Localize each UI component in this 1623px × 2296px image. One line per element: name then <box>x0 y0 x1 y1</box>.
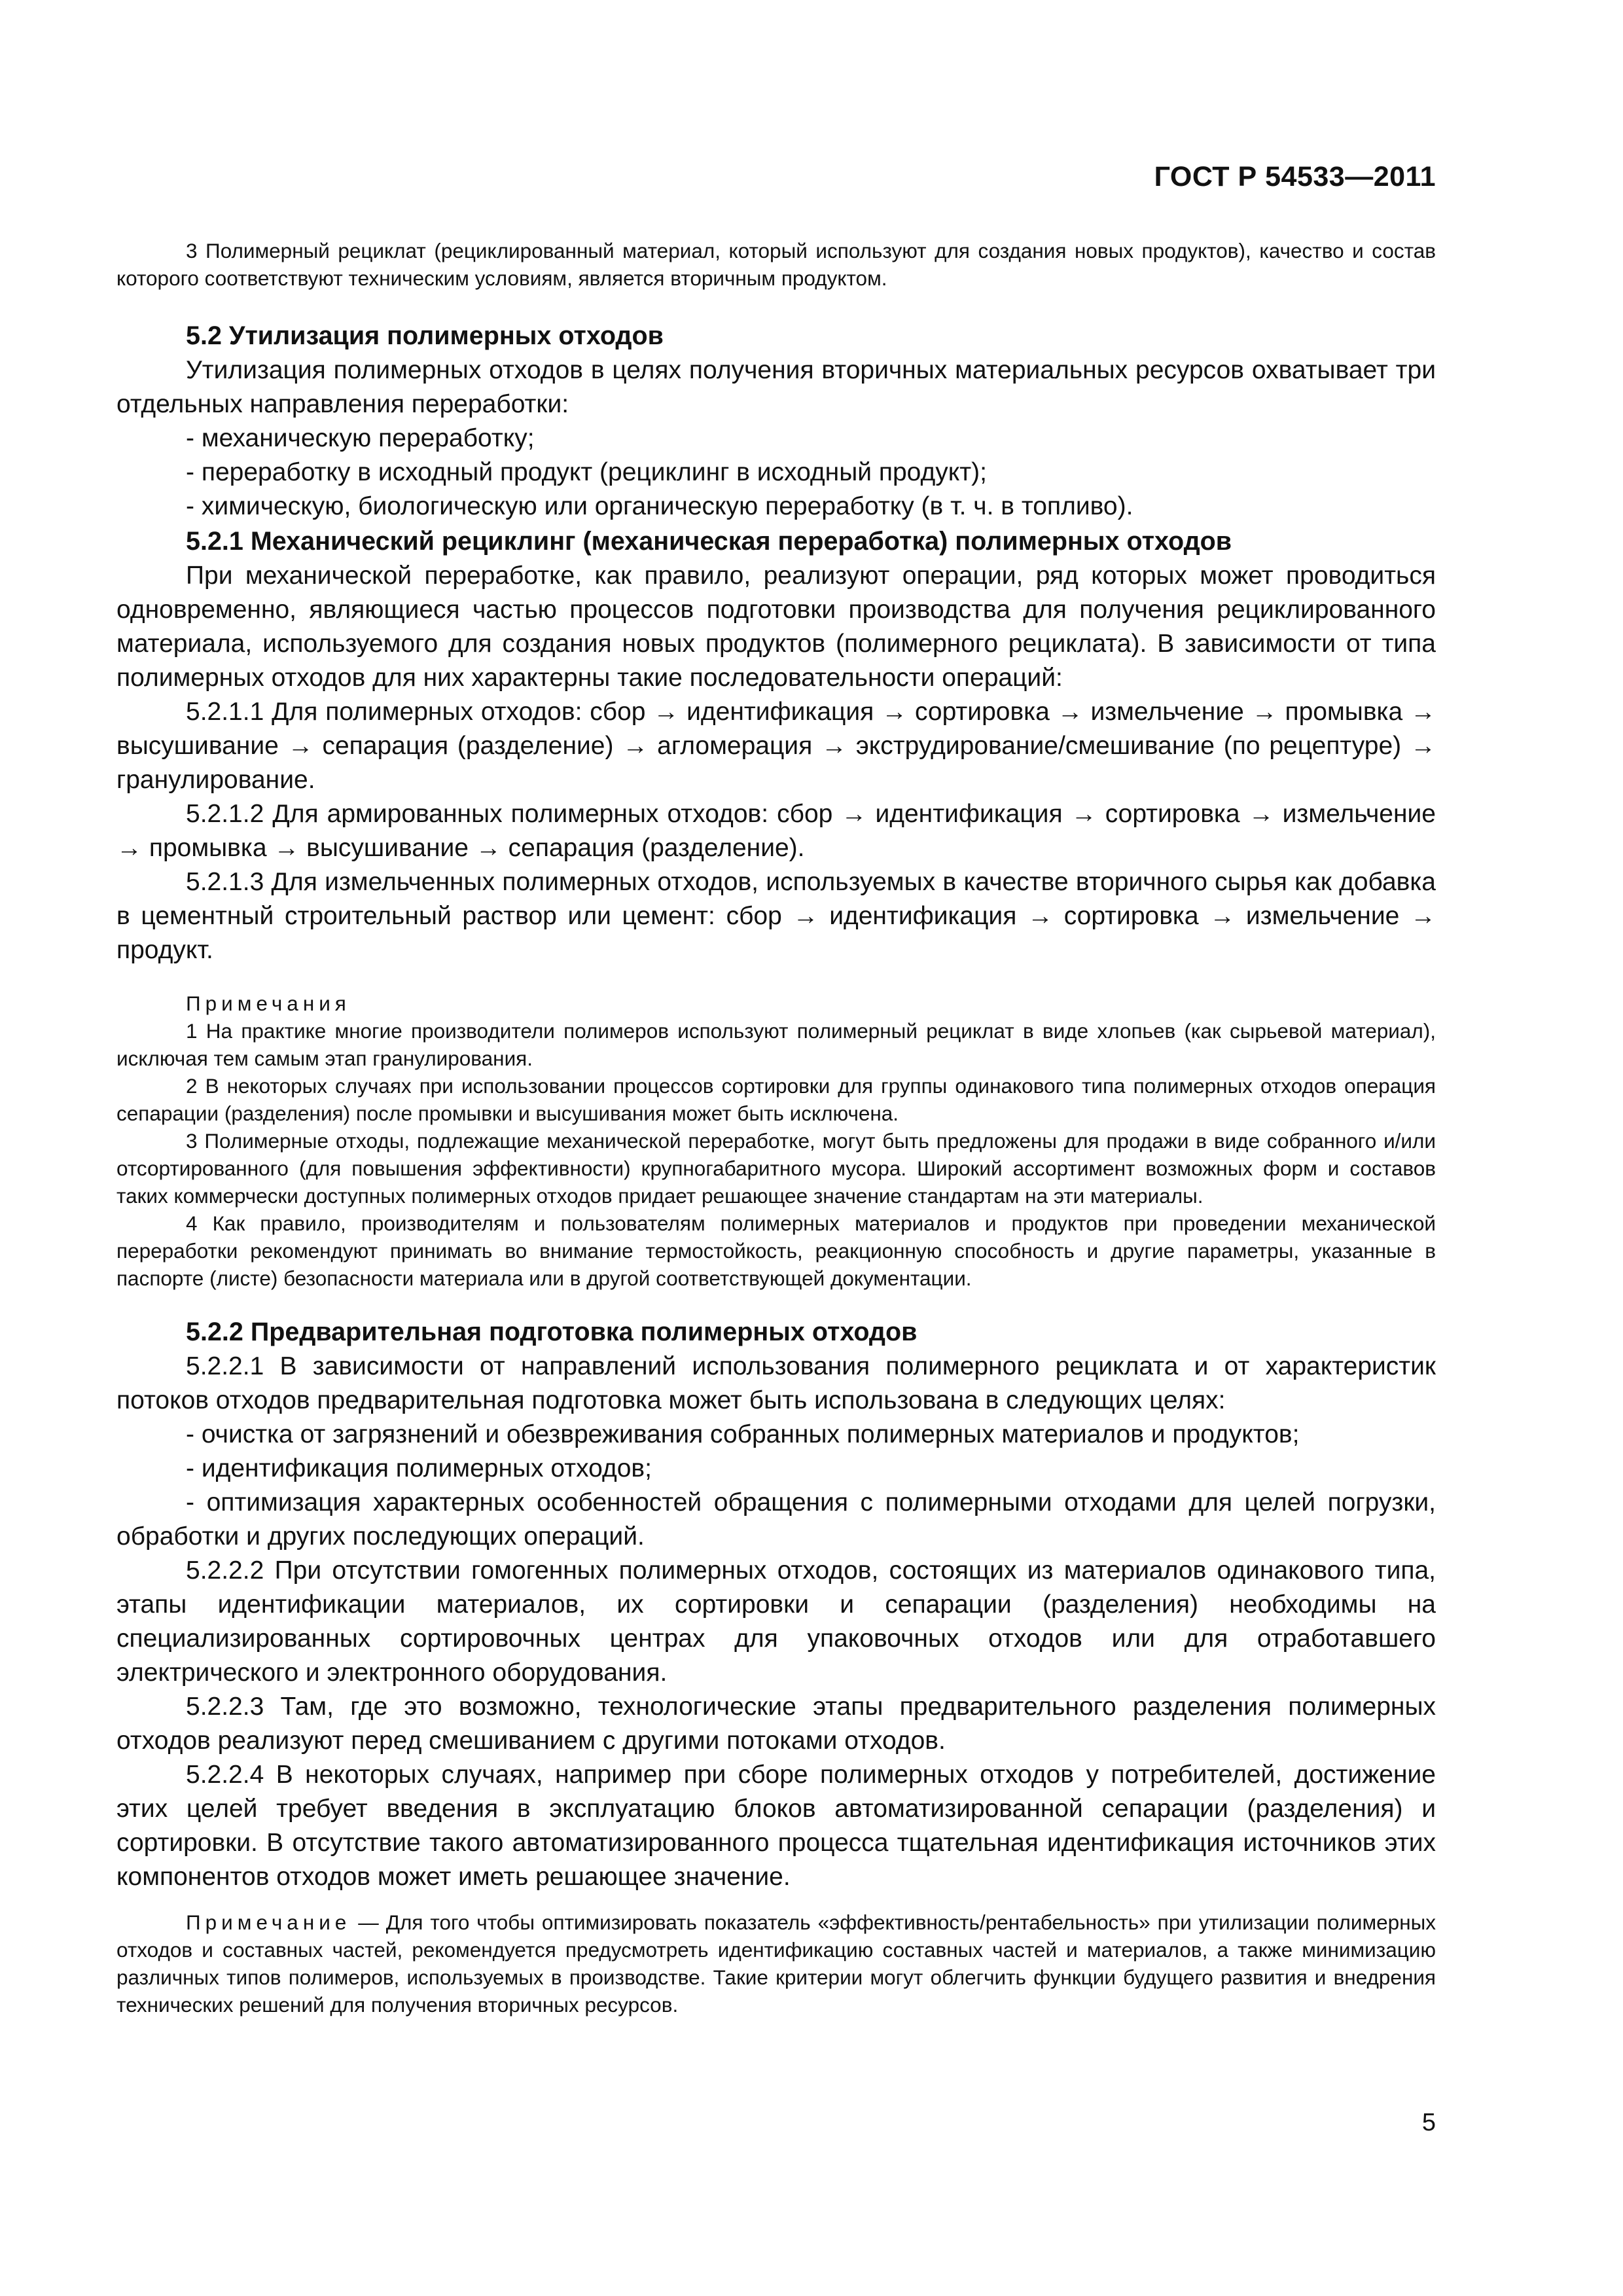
paragraph-5-2-2-4: 5.2.2.4 В некоторых случаях, например при сборе полимерных отходов у потребителей, достижение этих целей требует введения в эксплуатацию блоков автоматизированной сепарации (разделения) и сортировки. В отсутствие такого автоматизированного процесса тщательная идентификация источников этих компонентов отходов может иметь решающее значение. <box>116 1761 1436 1891</box>
list-item: - химическую, биологическую или органическую переработку (в т. ч. в топливо). <box>186 492 1133 520</box>
note-item: 3 Полимерные отходы, подлежащие механической переработке, могут быть предложены для продажи в виде собранного и/или отсортированного (для повышения эффективности) крупногабаритного мусора. Широкий ассортимент возможных форм и составов таких коммерчески доступных полимерных отходов придает решающее значение стандартам на эти материалы. <box>116 1129 1436 1208</box>
list-item: - очистка от загрязнений и обезвреживания собранных полимерных материалов и продуктов; <box>186 1420 1300 1448</box>
list-item: - механическую переработку; <box>186 424 535 452</box>
note-item: 1 На практике многие производители полимеров используют полимерный рециклат в виде хлопьев (как сырьевой материал), исключая тем самым этап гранулирования. <box>116 1019 1436 1070</box>
paragraph-5-2-2-2: 5.2.2.2 При отсутствии гомогенных полимерных отходов, состоящих из материалов одинакового типа, этапы идентификации материалов, их сортировки и сепарации (разделения) необходимы на специализированных сортировочных центрах для упаковочных отходов или для отработавшего электрического и электронного оборудования. <box>116 1556 1436 1687</box>
list-item: - оптимизация характерных особенностей обращения с полимерными отходами для целей погрузки, обработки и других последующих операций. <box>116 1488 1436 1551</box>
paragraph-5-2-1-3: 5.2.1.3 Для измельченных полимерных отходов, используемых в качестве вторичного сырья как добавка в цементный строительный раствор или цемент: сбор → идентификация → сортировка → измельчение → продукт. <box>116 868 1436 964</box>
note-item: 2 В некоторых случаях при использовании процессов сортировки для группы одинакового типа полимерных отходов операция сепарации (разделения) после промывки и высушивания может быть исключена. <box>116 1074 1436 1125</box>
paragraph-5-2-2-1: 5.2.2.1 В зависимости от направлений использования полимерного рециклата и от характеристик потоков отходов предварительная подготовка может быть использована в следующих целях: <box>116 1352 1436 1414</box>
notes-title <box>116 990 1436 1017</box>
list-item: - идентификация полимерных отходов; <box>186 1454 652 1482</box>
section-5-2-heading: 5.2 Утилизация полимерных отходов <box>186 321 664 350</box>
section-5-2-1-intro: При механической переработке, как правило, реализуют операции, ряд которых может проводиться одновременно, являющиеся частью процессов подготовки производства для получения рециклированного материала, используемого для создания новых продуктов (полимерного рециклата). В зависимости от типа полимерных отходов для них характерны такие последовательности операций: <box>116 562 1436 692</box>
note-final <box>116 1909 1436 2018</box>
standard-designation: ГОСТ Р 54533—2011 <box>1154 161 1436 192</box>
paragraph-5-2-1-1: 5.2.1.1 Для полимерных отходов: сбор → идентификация → сортировка → измельчение → промывка → высушивание → сепарация (разделение) → агломерация → экструдирование/смешивание (по рецептуре) → гранулирование. <box>116 698 1436 794</box>
note-text: — Для того чтобы оптимизировать показатель «эффективность/рентабельность» при утилизации полимерных отходов и составных частей, рекомендуется предусмотреть идентификацию составных частей и материалов, а также минимизацию различных типов полимеров, используемых в производстве. Такие критерии могут облегчить функции будущего развития и внедрения технических решений для получения вторичных ресурсов. <box>116 1910 1436 2017</box>
note-item: 4 Как правило, производителям и пользователям полимерных материалов и продуктов при проведении механической переработки рекомендуют принимать во внимание термостойкость, реакционную способность и другие параметры, указанные в паспорте (листе) безопасности материала или в другой соответствующей документации. <box>116 1211 1436 1290</box>
section-5-2-intro: Утилизация полимерных отходов в целях получения вторичных материальных ресурсов охватывает три отдельных направления переработки: <box>116 356 1436 418</box>
paragraph-5-2-1-2: 5.2.1.2 Для армированных полимерных отходов: сбор → идентификация → сортировка → измельчение → промывка → высушивание → сепарация (разделение). <box>116 800 1436 862</box>
paragraph-5-2-2-3: 5.2.2.3 Там, где это возможно, технологические этапы предварительного разделения полимерных отходов реализуют перед смешиванием с другими потоками отходов. <box>116 1693 1436 1755</box>
note-top: 3 Полимерный рециклат (рециклированный материал, который используют для создания новых продуктов), качество и состав которого соответствуют техническим условиям, является вторичным продуктом. <box>116 239 1436 290</box>
section-5-2-1-heading: 5.2.1 Механический рециклинг (механическая переработка) полимерных отходов <box>186 527 1232 556</box>
note-label: Примечание <box>186 1910 351 1934</box>
list-item: - переработку в исходный продукт (рециклинг в исходный продукт); <box>186 458 987 486</box>
section-5-2-2-heading: 5.2.2 Предварительная подготовка полимерных отходов <box>186 1318 918 1346</box>
page-content <box>116 237 1436 2018</box>
page-number: 5 <box>1421 2109 1436 2136</box>
notes-title-text: Примечания <box>186 992 351 1015</box>
